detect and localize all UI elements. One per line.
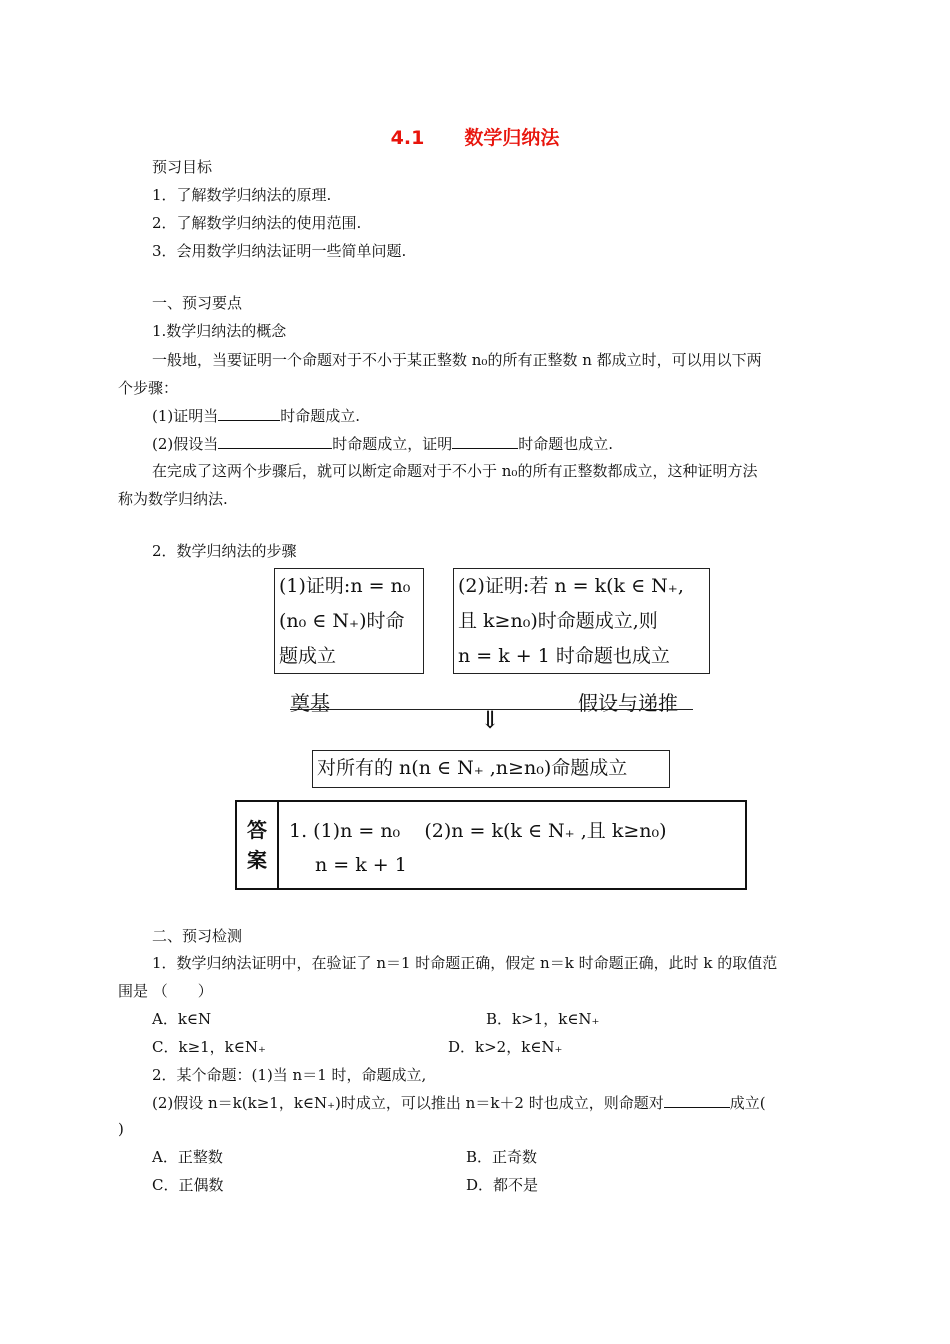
subsection-heading: 2．数学归纳法的步骤 bbox=[152, 542, 297, 560]
paragraph-line: 称为数学归纳法. bbox=[118, 490, 228, 508]
section2-heading: 二、预习检测 bbox=[152, 927, 243, 945]
step2-pre: (2)假设当 bbox=[152, 435, 219, 453]
fill-blank bbox=[664, 1092, 730, 1108]
step1-post: 时命题成立. bbox=[280, 407, 361, 425]
answer-box bbox=[235, 800, 747, 890]
section-number: 4.1 bbox=[390, 127, 425, 149]
paragraph-line: 在完成了这两个步骤后，就可以断定命题对于不小于 n₀的所有正整数都成立，这种证明方法 bbox=[152, 462, 758, 480]
answer-label bbox=[237, 802, 279, 888]
option-a: A．k∈N bbox=[152, 1010, 212, 1028]
answer-line: 1. (1)n = n₀ (2)n = k(k ∈ N₊ ,且 k≥n₀) bbox=[289, 820, 667, 842]
subsection-heading: 1.数学归纳法的概念 bbox=[152, 322, 287, 340]
option-c: C．正偶数 bbox=[152, 1176, 224, 1194]
conclusion-box bbox=[312, 750, 670, 788]
step1-line bbox=[152, 405, 360, 426]
fill-blank bbox=[218, 433, 332, 449]
page-title bbox=[0, 123, 950, 150]
option-c: C．k≥1，k∈N₊ bbox=[152, 1038, 266, 1056]
label-basis: 奠基 bbox=[290, 691, 330, 715]
goal-item: 2．了解数学归纳法的使用范围. bbox=[152, 214, 362, 232]
fill-blank bbox=[452, 433, 518, 449]
label-induction: 假设与递推 bbox=[578, 691, 678, 715]
down-arrow-icon: ⇓ bbox=[480, 706, 501, 734]
box-line: 题成立 bbox=[279, 645, 337, 667]
answer-line: n = k + 1 bbox=[315, 854, 407, 876]
answer-label-char: 案 bbox=[247, 848, 267, 872]
q2-text: (2)假设 n＝k(k≥1，k∈N₊)时成立，可以推出 n＝k＋2 时也成立，则命题对 bbox=[152, 1094, 664, 1112]
option-d: D．都不是 bbox=[466, 1176, 539, 1194]
option-b: B．正奇数 bbox=[466, 1148, 538, 1166]
goal-item: 1．了解数学归纳法的原理. bbox=[152, 186, 332, 204]
answer-label-char: 答 bbox=[247, 818, 267, 842]
basis-step-box bbox=[274, 568, 424, 674]
inductive-step-box bbox=[453, 568, 710, 674]
box-line: 且 k≥n₀)时命题成立,则 bbox=[458, 610, 658, 632]
step2-mid: 时命题成立，证明 bbox=[332, 435, 453, 453]
title-text: 数学归纳法 bbox=[464, 127, 560, 149]
option-b: B．k>1，k∈N₊ bbox=[486, 1010, 600, 1028]
goals-heading: 预习目标 bbox=[152, 158, 213, 176]
box-line: n = k + 1 时命题也成立 bbox=[458, 645, 670, 667]
paragraph-line: 一般地，当要证明一个命题对于不小于某正整数 n₀的所有正整数 n 都成立时，可以用以下两 bbox=[152, 351, 762, 369]
box-line: (2)证明:若 n = k(k ∈ N₊, bbox=[458, 575, 684, 597]
paragraph-line: 个步骤： bbox=[118, 379, 179, 397]
box-line: (1)证明:n = n₀ bbox=[279, 575, 411, 597]
option-d: D．k>2，k∈N₊ bbox=[448, 1038, 563, 1056]
conclusion-text: 对所有的 n(n ∈ N₊ ,n≥n₀)命题成立 bbox=[317, 757, 628, 779]
question-line: 2．某个命题：(1)当 n＝1 时，命题成立, bbox=[152, 1066, 427, 1084]
question-line: 1．数学归纳法证明中，在验证了 n＝1 时命题正确，假定 n＝k 时命题正确，此时 k 的取值范 bbox=[152, 954, 778, 972]
step1-pre: (1)证明当 bbox=[152, 407, 219, 425]
fill-blank bbox=[218, 405, 280, 421]
step2-post: 时命题也成立. bbox=[518, 435, 614, 453]
goal-item: 3．会用数学归纳法证明一些简单问题. bbox=[152, 242, 407, 260]
step2-line bbox=[152, 433, 613, 454]
box-line: (n₀ ∈ N₊)时命 bbox=[279, 610, 405, 632]
question-line: 围是 （ ） bbox=[118, 982, 213, 1000]
q2-text-end: 成立( bbox=[729, 1094, 766, 1112]
section1-heading: 一、预习要点 bbox=[152, 294, 243, 312]
question-line: ) bbox=[118, 1120, 124, 1138]
question-line bbox=[152, 1092, 766, 1113]
option-a: A．正整数 bbox=[152, 1148, 223, 1166]
